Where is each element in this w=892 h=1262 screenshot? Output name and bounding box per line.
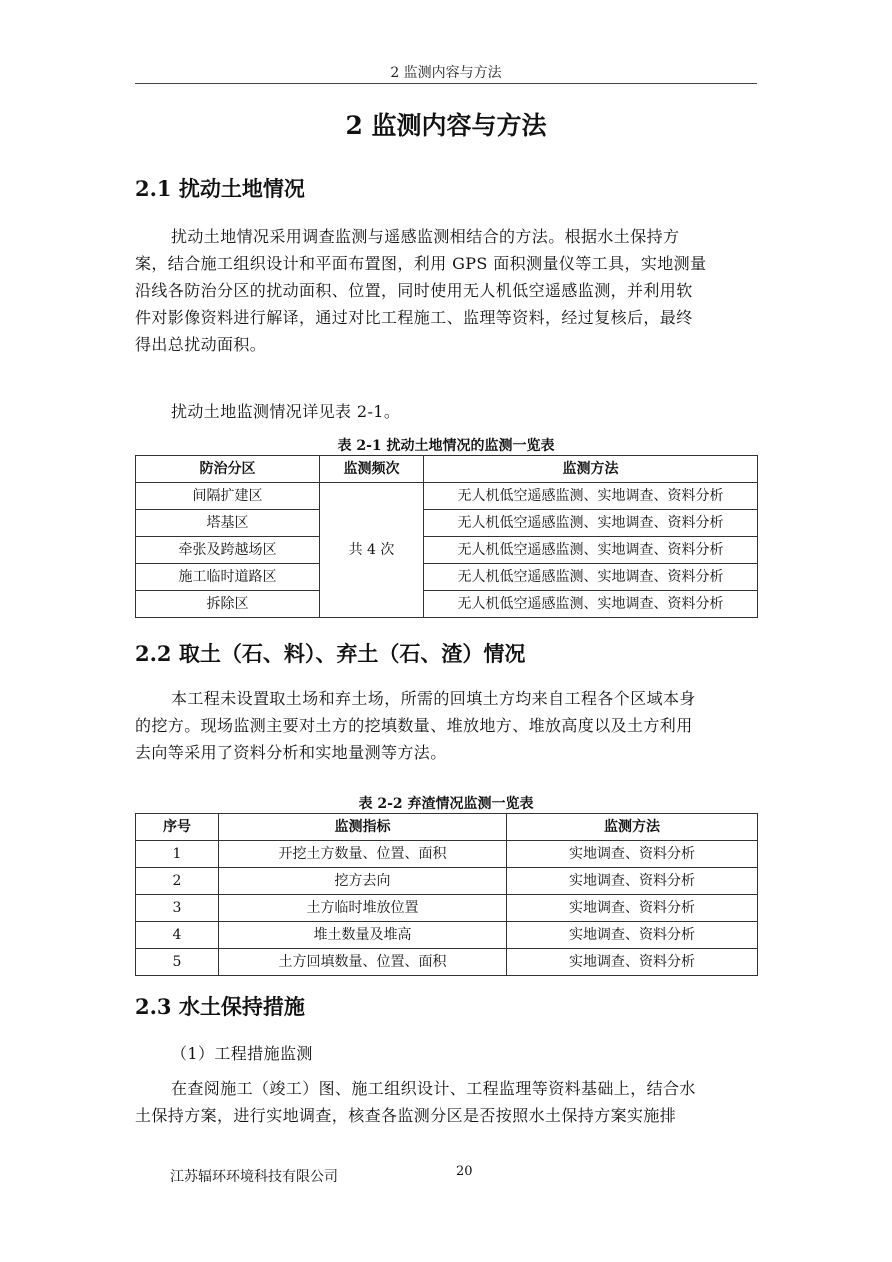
method-cell: 实地调查、资料分析 xyxy=(507,868,758,895)
table-2-1 xyxy=(135,455,758,618)
indicator-cell: 堆土数量及堆高 xyxy=(219,922,507,949)
section-2-1-paragraph xyxy=(135,223,757,358)
column-header: 监测指标 xyxy=(219,814,507,841)
section-2-3-subheading xyxy=(135,1040,757,1067)
frequency-cell: 共 4 次 xyxy=(320,483,424,618)
method-cell: 无人机低空遥感监测、实地调查、资料分析 xyxy=(424,564,758,591)
table-row xyxy=(136,922,758,949)
section-heading-2-2: 2.2 取土（石、料）、弃土（石、渣）情况 xyxy=(135,641,526,666)
table-row xyxy=(136,483,758,510)
table-header-row xyxy=(136,456,758,483)
section-2-3-paragraph xyxy=(135,1075,757,1129)
chapter-title: 2 监测内容与方法 xyxy=(345,111,547,140)
paragraph-line: 土保持方案，进行实地调查，核查各监测分区是否按照水土保持方案实施排 xyxy=(135,1106,677,1125)
index-cell: 1 xyxy=(136,841,219,868)
section-2-2-paragraph xyxy=(135,685,757,766)
table-2-2-caption: 表 2-2 弃渣情况监测一览表 xyxy=(358,796,534,812)
index-cell: 3 xyxy=(136,895,219,922)
zone-cell: 拆除区 xyxy=(136,591,320,618)
method-cell: 实地调查、资料分析 xyxy=(507,895,758,922)
table-row xyxy=(136,564,758,591)
page-number: 20 xyxy=(456,1164,473,1179)
section-2-1-reference xyxy=(135,398,757,425)
running-header: 2 监测内容与方法 xyxy=(390,65,502,81)
method-cell: 实地调查、资料分析 xyxy=(507,922,758,949)
indicator-cell: 土方回填数量、位置、面积 xyxy=(219,949,507,976)
column-header: 监测方法 xyxy=(507,814,758,841)
method-cell: 无人机低空遥感监测、实地调查、资料分析 xyxy=(424,483,758,510)
paragraph-line: 在查阅施工（竣工）图、施工组织设计、工程监理等资料基础上，结合水 xyxy=(171,1079,696,1098)
index-cell: 2 xyxy=(136,868,219,895)
table-row xyxy=(136,949,758,976)
table-row xyxy=(136,537,758,564)
column-header: 监测频次 xyxy=(320,456,424,483)
method-cell: 无人机低空遥感监测、实地调查、资料分析 xyxy=(424,591,758,618)
zone-cell: 牵张及跨越场区 xyxy=(136,537,320,564)
table-row xyxy=(136,841,758,868)
paragraph-line: 案，结合施工组织设计和平面布置图，利用 GPS 面积测量仪等工具，实地测量 xyxy=(135,254,707,273)
indicator-cell: 挖方去向 xyxy=(219,868,507,895)
zone-cell: 施工临时道路区 xyxy=(136,564,320,591)
section-heading-2-3: 2.3 水土保持措施 xyxy=(135,994,305,1019)
column-header: 序号 xyxy=(136,814,219,841)
method-cell: 实地调查、资料分析 xyxy=(507,841,758,868)
table-row xyxy=(136,591,758,618)
table-2-2 xyxy=(135,813,758,976)
table-row xyxy=(136,895,758,922)
paragraph-line: 的挖方。现场监测主要对土方的挖填数量、堆放地方、堆放高度以及土方利用 xyxy=(135,716,693,735)
zone-cell: 间隔扩建区 xyxy=(136,483,320,510)
method-cell: 无人机低空遥感监测、实地调查、资料分析 xyxy=(424,510,758,537)
paragraph-line: 扰动土地监测情况详见表 2-1。 xyxy=(171,402,401,421)
method-cell: 无人机低空遥感监测、实地调查、资料分析 xyxy=(424,537,758,564)
footer-company: 江苏辐环环境科技有限公司 xyxy=(170,1169,338,1185)
zone-cell: 塔基区 xyxy=(136,510,320,537)
paragraph-line: 件对影像资料进行解译，通过对比工程施工、监理等资料，经过复核后，最终 xyxy=(135,308,693,327)
column-header: 防治分区 xyxy=(136,456,320,483)
index-cell: 5 xyxy=(136,949,219,976)
indicator-cell: 开挖土方数量、位置、面积 xyxy=(219,841,507,868)
indicator-cell: 土方临时堆放位置 xyxy=(219,895,507,922)
table-row xyxy=(136,510,758,537)
header-rule xyxy=(135,83,757,84)
section-heading-2-1: 2.1 扰动土地情况 xyxy=(135,176,305,201)
paragraph-line: 扰动土地情况采用调查监测与遥感监测相结合的方法。根据水土保持方 xyxy=(171,227,680,246)
paragraph-line: 沿线各防治分区的扰动面积、位置，同时使用无人机低空遥感监测，并利用软 xyxy=(135,281,693,300)
paragraph-line: 本工程未设置取土场和弃土场，所需的回填土方均来自工程各个区域本身 xyxy=(171,689,696,708)
paragraph-line: 去向等采用了资料分析和实地量测等方法。 xyxy=(135,743,447,762)
table-header-row xyxy=(136,814,758,841)
table-2-1-caption: 表 2-1 扰动土地情况的监测一览表 xyxy=(337,438,555,454)
table-row xyxy=(136,868,758,895)
index-cell: 4 xyxy=(136,922,219,949)
paragraph-line: 得出总扰动面积。 xyxy=(135,335,267,354)
method-cell: 实地调查、资料分析 xyxy=(507,949,758,976)
subheading-line: （1）工程措施监测 xyxy=(171,1044,313,1063)
column-header: 监测方法 xyxy=(424,456,758,483)
